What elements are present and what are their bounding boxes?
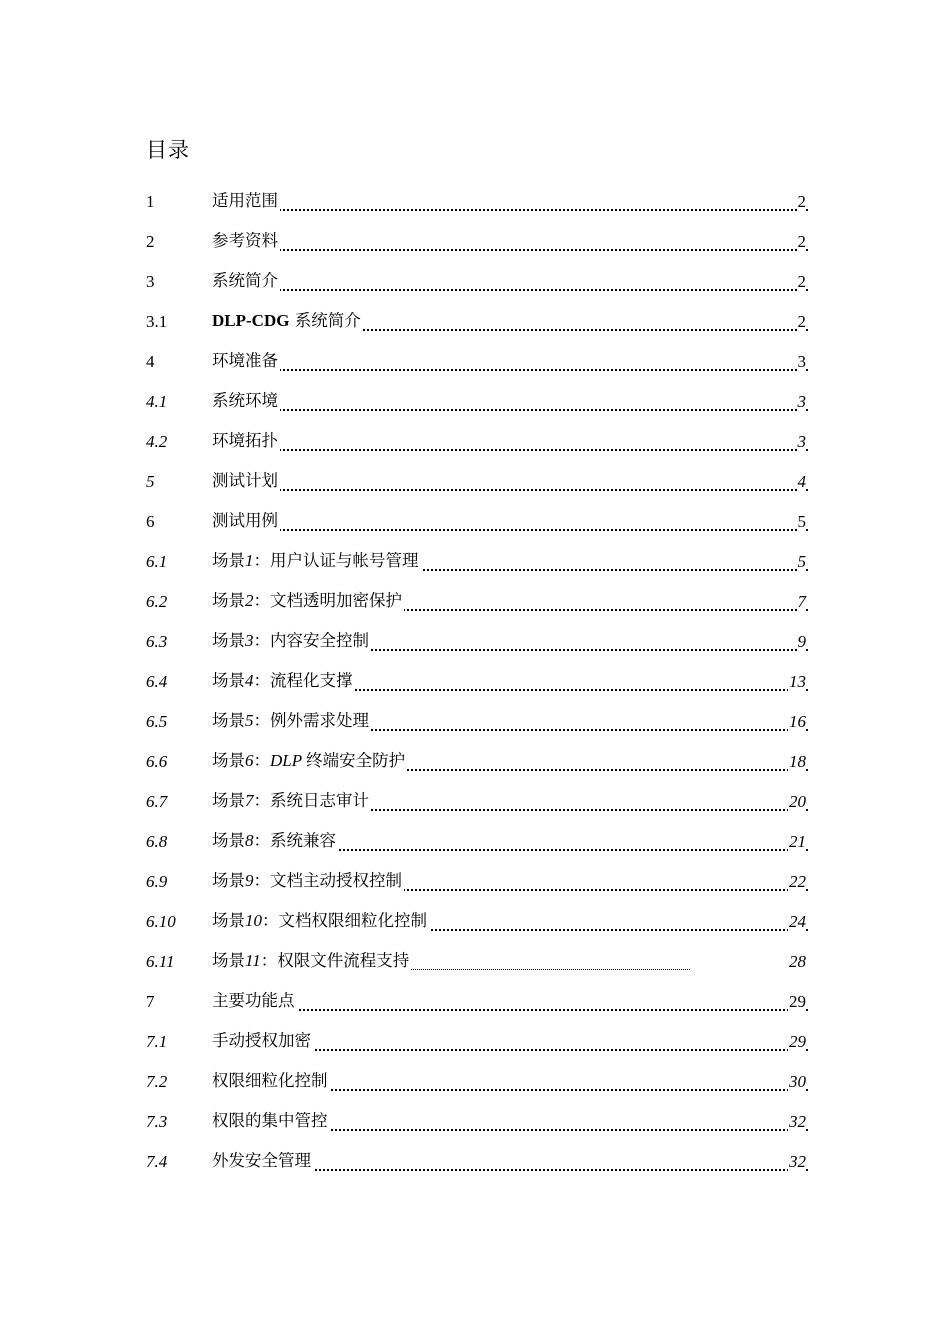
- toc-entry-title: [212, 1109, 330, 1133]
- toc-entry-title-latin: DLP-CDG: [212, 311, 290, 330]
- toc-entry-title-text: 系统简介: [212, 271, 278, 290]
- toc-entry-page: 30: [788, 1070, 806, 1094]
- toc-entry-title-text: 权限的集中管控: [212, 1111, 328, 1130]
- toc-entry-title-text: 测试用例: [212, 511, 278, 530]
- toc-entry-page: 9: [797, 630, 807, 654]
- toc-entry-3-1[interactable]: [0, 302, 950, 342]
- toc-entry-page: 16: [788, 710, 806, 734]
- toc-entry-number: 6.9: [146, 872, 168, 891]
- dot-leader: [240, 446, 808, 451]
- toc-entry-page: 3: [797, 430, 807, 454]
- toc-entry-6-5[interactable]: [0, 702, 950, 742]
- dot-leader: [240, 366, 808, 371]
- toc-entry-title: [212, 829, 338, 853]
- toc-entry-title-text: 系统简介: [289, 311, 361, 330]
- toc-entry-title: [212, 389, 280, 413]
- toc-entry-page: 2: [797, 230, 807, 254]
- toc-entry-title-colon: ：: [253, 751, 270, 770]
- toc-entry-7-1[interactable]: [0, 1022, 950, 1062]
- toc-entry-title-latin: 10: [245, 911, 262, 930]
- dot-leader: [240, 206, 808, 211]
- dot-leader: [240, 1166, 808, 1171]
- toc-entry-title: [212, 629, 371, 653]
- toc-entry-title-text: 环境准备: [212, 351, 278, 370]
- toc-entry-title-prefix: 场景: [212, 871, 245, 890]
- toc-entry-number: 7.1: [146, 1032, 168, 1051]
- toc-entry-title: [212, 469, 280, 493]
- toc-entry-page: 13: [788, 670, 806, 694]
- toc-title-text: 目录: [146, 138, 190, 162]
- toc-entry-title-prefix: 场景: [212, 831, 245, 850]
- toc-entry-page: 24: [788, 910, 806, 934]
- toc-entry-title-prefix: 场景: [212, 551, 245, 570]
- toc-entry-number: 6.3: [146, 632, 168, 651]
- toc-entry-page: 3: [797, 350, 807, 374]
- toc-entry-title-text: 系统环境: [212, 391, 278, 410]
- toc-entry-number: 4: [146, 352, 155, 371]
- toc-entry-6-11[interactable]: [0, 942, 950, 982]
- toc-entry-page: 22: [788, 870, 806, 894]
- toc-entry-number: 7.2: [146, 1072, 168, 1091]
- toc-entry-title-latin: 6: [245, 751, 254, 770]
- toc-entry-number: 7.3: [146, 1112, 168, 1131]
- toc-entry-6-10[interactable]: [0, 902, 950, 942]
- toc-entry-title: [212, 989, 297, 1013]
- toc-entry-title: [212, 189, 280, 213]
- toc-entry-title: [212, 709, 371, 733]
- dot-leader: [240, 406, 808, 411]
- dot-leader: [240, 286, 808, 291]
- toc-entry-page: 7: [797, 590, 807, 614]
- toc-entry-number: 6.2: [146, 592, 168, 611]
- toc-entry-page: 2: [797, 270, 807, 294]
- dot-leader: [240, 1006, 808, 1011]
- toc-entry-title-prefix: 场景: [212, 911, 245, 930]
- toc-entry-title-text: 主要功能点: [212, 991, 295, 1010]
- toc-entry-page: 2: [797, 190, 807, 214]
- toc-entry-5[interactable]: [0, 462, 950, 502]
- toc-entry-number: 1: [146, 192, 155, 211]
- toc-entry-title-latin: 5: [245, 711, 254, 730]
- toc-entry-title: [212, 349, 280, 373]
- toc-entry-title-text: 环境拓扑: [212, 431, 278, 450]
- toc-entry-title-text: ：系统日志审计: [253, 791, 369, 810]
- toc-entry-page: 20: [788, 790, 806, 814]
- toc-entry-number: 5: [146, 472, 155, 491]
- toc-entry-title: [212, 789, 371, 813]
- toc-entry-7[interactable]: [0, 982, 950, 1022]
- toc-entry-7-3[interactable]: [0, 1102, 950, 1142]
- toc-entry-title-latin: 7: [245, 791, 254, 810]
- toc-entry-title-text: ：内容安全控制: [253, 631, 369, 650]
- toc-entry-title: [212, 229, 280, 253]
- toc-entry-title-prefix: 场景: [212, 591, 245, 610]
- toc-entry-title-text: ：权限文件流程支持: [260, 951, 410, 970]
- toc-entry-number: 7: [146, 992, 155, 1011]
- toc-entry-number: 6.7: [146, 792, 168, 811]
- toc-entry-title-latin: 9: [245, 871, 254, 890]
- toc-entry-4-1[interactable]: [0, 382, 950, 422]
- toc-entry-number: 3.1: [146, 312, 168, 331]
- toc-entry-title-text: ：例外需求处理: [253, 711, 369, 730]
- toc-entry-number: 6.6: [146, 752, 168, 771]
- toc-entry-number: 2: [146, 232, 155, 251]
- toc-title: [146, 136, 190, 164]
- toc-entry-6-3[interactable]: [0, 622, 950, 662]
- toc-entry-title: [212, 669, 355, 693]
- toc-entry-title: [212, 549, 421, 573]
- toc-entry-page: 28: [788, 950, 806, 974]
- dot-leader: [240, 486, 808, 491]
- toc-entry-title: [212, 509, 280, 533]
- toc-entry-title: [212, 949, 411, 973]
- toc-entry-title-text: ：文档权限细粒化控制: [262, 911, 427, 930]
- toc-entry-number: 7.4: [146, 1152, 168, 1171]
- toc-entry-page: 29: [788, 990, 806, 1014]
- toc-entry-title-text: 外发安全管理: [212, 1151, 311, 1170]
- toc-entry-page: 32: [788, 1110, 806, 1134]
- toc-entry-number: 4.1: [146, 392, 168, 411]
- toc-entry-6-2[interactable]: [0, 582, 950, 622]
- toc-entry-page: 21: [788, 830, 806, 854]
- toc-entry-6-9[interactable]: [0, 862, 950, 902]
- toc-entry-page: 5: [797, 510, 807, 534]
- dot-leader: [240, 526, 808, 531]
- toc-entry-page: 29: [788, 1030, 806, 1054]
- toc-entry-number: 6: [146, 512, 155, 531]
- toc-entry-title-text: ：文档主动授权控制: [253, 871, 402, 890]
- toc-entry-title: [212, 309, 363, 333]
- toc-entry-title: [212, 1149, 313, 1173]
- dot-leader: [240, 1046, 808, 1051]
- toc-entry-title-latin: 3: [245, 631, 254, 650]
- toc-entry-number: 6.11: [146, 952, 175, 971]
- toc-entry-title: [212, 269, 280, 293]
- toc-entry-page: 32: [788, 1150, 806, 1174]
- toc-entry-title-text: 手动授权加密: [212, 1031, 311, 1050]
- toc-entry-2[interactable]: [0, 222, 950, 262]
- toc-entry-6-8[interactable]: [0, 822, 950, 862]
- toc-entry-title-text: 参考资料: [212, 231, 278, 250]
- toc-entry-title-prefix: 场景: [212, 711, 245, 730]
- toc-entry-title-prefix: 场景: [212, 951, 245, 970]
- toc-entry-7-4[interactable]: [0, 1142, 950, 1182]
- toc-entry-title-latin: 2: [245, 591, 254, 610]
- toc-entry-number: 6.10: [146, 912, 176, 931]
- toc-entry-title-latin: 1: [245, 551, 254, 570]
- toc-entry-title-text: 适用范围: [212, 191, 278, 210]
- toc-entry-title-latin: 11: [245, 951, 261, 970]
- toc-entry-6-1[interactable]: [0, 542, 950, 582]
- toc-entry-title-text: ：文档透明加密保护: [253, 591, 402, 610]
- toc-entry-title-prefix: 场景: [212, 671, 245, 690]
- toc-entry-1[interactable]: [0, 182, 950, 222]
- toc-entry-title: [212, 869, 404, 893]
- toc-entry-6-7[interactable]: [0, 782, 950, 822]
- toc-entry-number: 6.8: [146, 832, 168, 851]
- toc-entry-title: [212, 909, 429, 933]
- toc-list: [0, 182, 950, 1182]
- toc-entry-number: 6.4: [146, 672, 168, 691]
- toc-entry-title-latin: 4: [245, 671, 254, 690]
- toc-entry-6-4[interactable]: [0, 662, 950, 702]
- toc-entry-4-2[interactable]: [0, 422, 950, 462]
- toc-entry-page: 2: [797, 310, 807, 334]
- toc-entry-title-text: ：用户认证与帐号管理: [253, 551, 419, 570]
- toc-entry-7-2[interactable]: [0, 1062, 950, 1102]
- toc-entry-number: 6.5: [146, 712, 168, 731]
- toc-entry-number: 6.1: [146, 552, 168, 571]
- toc-entry-number: 4.2: [146, 432, 168, 451]
- dot-leader: [240, 246, 808, 251]
- toc-entry-title-text: ：系统兼容: [253, 831, 336, 850]
- toc-entry-title: [212, 429, 280, 453]
- toc-entry-page: 3: [797, 390, 807, 414]
- toc-entry-number: 3: [146, 272, 155, 291]
- toc-entry-title-text: 测试计划: [212, 471, 278, 490]
- toc-entry-title: [212, 1069, 330, 1093]
- toc-entry-title-prefix: 场景: [212, 631, 245, 650]
- toc-entry-title-text: 权限细粒化控制: [212, 1071, 328, 1090]
- toc-entry-3[interactable]: [0, 262, 950, 302]
- toc-entry-page: 5: [797, 550, 807, 574]
- toc-entry-4[interactable]: [0, 342, 950, 382]
- toc-entry-title: [212, 749, 407, 773]
- toc-entry-title-text: 终端安全防护: [306, 751, 406, 770]
- toc-entry-title-latin: 8: [245, 831, 254, 850]
- toc-entry-page: 18: [788, 750, 806, 774]
- toc-entry-6-6[interactable]: [0, 742, 950, 782]
- toc-entry-title: [212, 589, 404, 613]
- toc-entry-6[interactable]: [0, 502, 950, 542]
- toc-entry-title-text: ：流程化支撑: [253, 671, 353, 690]
- toc-entry-title-prefix: 场景: [212, 791, 245, 810]
- toc-entry-title-prefix: 场景: [212, 751, 245, 770]
- toc-entry-title-latin: DLP: [270, 751, 307, 770]
- toc-entry-title: [212, 1029, 313, 1053]
- toc-entry-page: 4: [797, 470, 807, 494]
